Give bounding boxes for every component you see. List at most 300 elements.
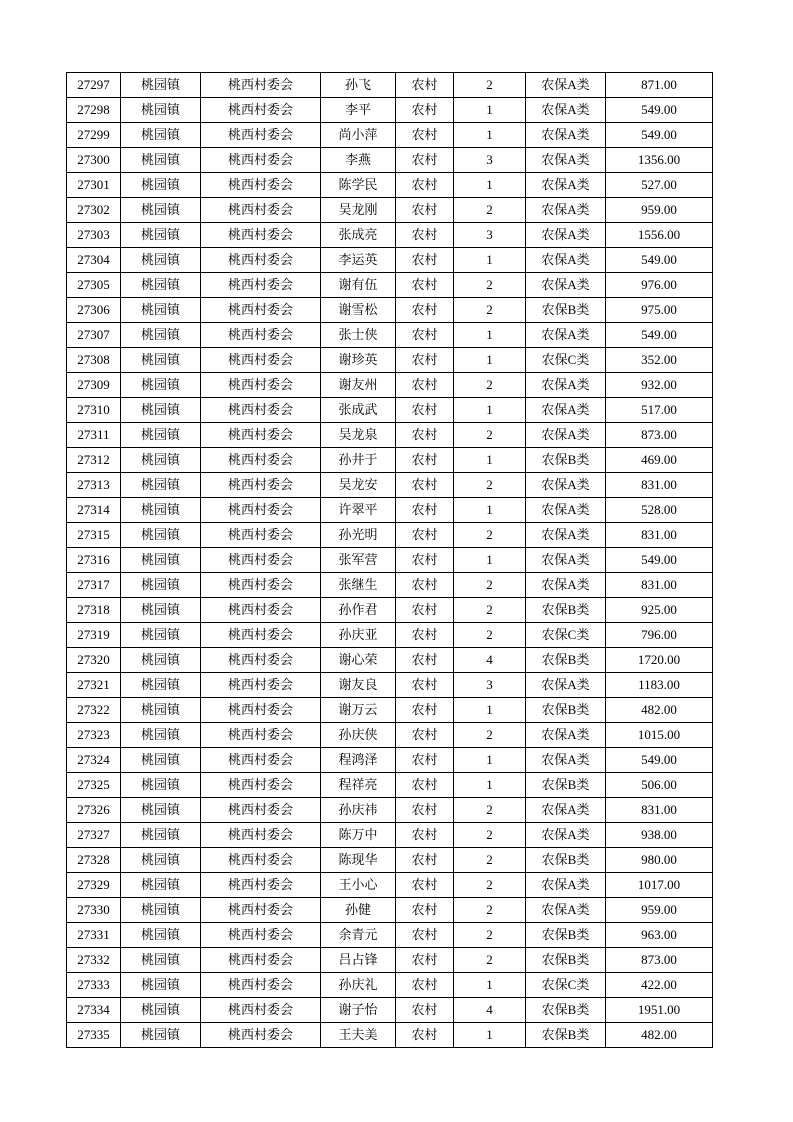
cell-village-committee: 桃西村委会 [201,848,321,873]
cell-town: 桃园镇 [121,398,201,423]
cell-village-committee: 桃西村委会 [201,98,321,123]
cell-person-name: 李运英 [321,248,396,273]
cell-amount: 517.00 [606,398,713,423]
cell-record-id: 27321 [67,673,121,698]
cell-amount: 469.00 [606,448,713,473]
cell-insurance-category: 农保B类 [526,848,606,873]
cell-record-id: 27330 [67,898,121,923]
benefits-table [66,72,713,1048]
cell-insurance-category: 农保B类 [526,1023,606,1048]
table-row [67,748,713,773]
cell-record-id: 27327 [67,823,121,848]
cell-village-committee: 桃西村委会 [201,323,321,348]
cell-person-name: 张成亮 [321,223,396,248]
cell-person-count: 4 [454,648,526,673]
cell-person-count: 2 [454,873,526,898]
cell-insurance-category: 农保A类 [526,473,606,498]
cell-village-committee: 桃西村委会 [201,148,321,173]
cell-amount: 959.00 [606,198,713,223]
cell-insurance-category: 农保A类 [526,498,606,523]
cell-household-type: 农村 [396,298,454,323]
cell-amount: 1356.00 [606,148,713,173]
cell-insurance-category: 农保C类 [526,348,606,373]
cell-village-committee: 桃西村委会 [201,398,321,423]
cell-record-id: 27335 [67,1023,121,1048]
cell-town: 桃园镇 [121,673,201,698]
cell-record-id: 27326 [67,798,121,823]
cell-person-name: 孙作君 [321,598,396,623]
cell-amount: 873.00 [606,948,713,973]
cell-town: 桃园镇 [121,273,201,298]
cell-amount: 549.00 [606,123,713,148]
cell-person-count: 2 [454,573,526,598]
cell-person-name: 王夫美 [321,1023,396,1048]
cell-household-type: 农村 [396,98,454,123]
cell-person-count: 1 [454,348,526,373]
cell-village-committee: 桃西村委会 [201,623,321,648]
cell-record-id: 27303 [67,223,121,248]
cell-village-committee: 桃西村委会 [201,598,321,623]
cell-insurance-category: 农保C类 [526,623,606,648]
table-row [67,998,713,1023]
cell-record-id: 27297 [67,73,121,98]
cell-person-count: 2 [454,623,526,648]
cell-record-id: 27323 [67,723,121,748]
cell-village-committee: 桃西村委会 [201,273,321,298]
cell-record-id: 27307 [67,323,121,348]
cell-person-name: 余青元 [321,923,396,948]
cell-record-id: 27306 [67,298,121,323]
cell-village-committee: 桃西村委会 [201,373,321,398]
cell-town: 桃园镇 [121,173,201,198]
cell-household-type: 农村 [396,473,454,498]
cell-town: 桃园镇 [121,623,201,648]
cell-household-type: 农村 [396,823,454,848]
cell-town: 桃园镇 [121,73,201,98]
table-body [67,73,713,1048]
cell-person-name: 张成武 [321,398,396,423]
cell-household-type: 农村 [396,273,454,298]
cell-person-count: 1 [454,398,526,423]
cell-record-id: 27316 [67,548,121,573]
cell-insurance-category: 农保B类 [526,998,606,1023]
table-row [67,523,713,548]
cell-person-name: 孙庆亚 [321,623,396,648]
cell-town: 桃园镇 [121,473,201,498]
table-row [67,298,713,323]
table-row [67,398,713,423]
cell-person-name: 程鸿泽 [321,748,396,773]
table-row [67,948,713,973]
cell-person-count: 2 [454,473,526,498]
cell-insurance-category: 农保B类 [526,923,606,948]
cell-person-count: 2 [454,598,526,623]
table-row [67,123,713,148]
cell-record-id: 27332 [67,948,121,973]
cell-amount: 549.00 [606,323,713,348]
cell-amount: 549.00 [606,548,713,573]
cell-insurance-category: 农保A类 [526,273,606,298]
cell-insurance-category: 农保A类 [526,98,606,123]
table-row [67,323,713,348]
cell-person-count: 2 [454,898,526,923]
cell-record-id: 27319 [67,623,121,648]
cell-person-count: 1 [454,548,526,573]
cell-village-committee: 桃西村委会 [201,198,321,223]
cell-person-count: 1 [454,123,526,148]
cell-household-type: 农村 [396,73,454,98]
cell-record-id: 27305 [67,273,121,298]
cell-amount: 976.00 [606,273,713,298]
cell-village-committee: 桃西村委会 [201,423,321,448]
cell-person-count: 2 [454,423,526,448]
cell-town: 桃园镇 [121,873,201,898]
cell-person-name: 程祥亮 [321,773,396,798]
cell-amount: 1015.00 [606,723,713,748]
cell-person-name: 孙健 [321,898,396,923]
cell-person-count: 1 [454,698,526,723]
cell-village-committee: 桃西村委会 [201,948,321,973]
cell-person-name: 谢珍英 [321,348,396,373]
cell-town: 桃园镇 [121,498,201,523]
table-row [67,448,713,473]
cell-amount: 980.00 [606,848,713,873]
table-row [67,98,713,123]
cell-town: 桃园镇 [121,148,201,173]
cell-household-type: 农村 [396,423,454,448]
table-row [67,423,713,448]
cell-record-id: 27299 [67,123,121,148]
cell-insurance-category: 农保A类 [526,748,606,773]
cell-household-type: 农村 [396,448,454,473]
cell-village-committee: 桃西村委会 [201,723,321,748]
cell-household-type: 农村 [396,873,454,898]
cell-person-count: 2 [454,723,526,748]
cell-record-id: 27333 [67,973,121,998]
cell-record-id: 27317 [67,573,121,598]
cell-record-id: 27308 [67,348,121,373]
cell-person-name: 孙庆祎 [321,798,396,823]
cell-person-name: 吴龙安 [321,473,396,498]
cell-person-count: 2 [454,798,526,823]
cell-amount: 959.00 [606,898,713,923]
cell-amount: 1951.00 [606,998,713,1023]
cell-household-type: 农村 [396,748,454,773]
cell-person-name: 谢友州 [321,373,396,398]
cell-village-committee: 桃西村委会 [201,973,321,998]
cell-amount: 1556.00 [606,223,713,248]
cell-town: 桃园镇 [121,773,201,798]
cell-village-committee: 桃西村委会 [201,923,321,948]
cell-record-id: 27325 [67,773,121,798]
table-row [67,823,713,848]
cell-person-count: 2 [454,298,526,323]
cell-person-name: 谢心荣 [321,648,396,673]
cell-town: 桃园镇 [121,798,201,823]
cell-insurance-category: 农保A类 [526,198,606,223]
cell-town: 桃园镇 [121,98,201,123]
cell-record-id: 27334 [67,998,121,1023]
cell-household-type: 农村 [396,498,454,523]
table-row [67,248,713,273]
cell-person-count: 2 [454,823,526,848]
cell-person-count: 1 [454,748,526,773]
table-row [67,598,713,623]
table-row [67,498,713,523]
cell-record-id: 27331 [67,923,121,948]
table-row [67,723,713,748]
cell-town: 桃园镇 [121,948,201,973]
cell-person-name: 孙井于 [321,448,396,473]
cell-household-type: 农村 [396,223,454,248]
cell-household-type: 农村 [396,398,454,423]
cell-household-type: 农村 [396,123,454,148]
cell-person-name: 谢雪松 [321,298,396,323]
cell-village-committee: 桃西村委会 [201,573,321,598]
cell-village-committee: 桃西村委会 [201,873,321,898]
cell-town: 桃园镇 [121,448,201,473]
cell-person-name: 孙庆礼 [321,973,396,998]
cell-insurance-category: 农保A类 [526,373,606,398]
cell-household-type: 农村 [396,673,454,698]
cell-person-name: 李平 [321,98,396,123]
cell-insurance-category: 农保A类 [526,398,606,423]
cell-record-id: 27301 [67,173,121,198]
cell-person-count: 1 [454,973,526,998]
table-row [67,848,713,873]
cell-insurance-category: 农保A类 [526,823,606,848]
cell-amount: 831.00 [606,573,713,598]
cell-person-name: 孙庆侠 [321,723,396,748]
cell-village-committee: 桃西村委会 [201,773,321,798]
cell-insurance-category: 农保A类 [526,148,606,173]
cell-person-name: 张继生 [321,573,396,598]
table-row [67,673,713,698]
cell-person-count: 2 [454,73,526,98]
cell-record-id: 27304 [67,248,121,273]
cell-person-name: 陈现华 [321,848,396,873]
cell-person-count: 2 [454,198,526,223]
cell-town: 桃园镇 [121,998,201,1023]
cell-amount: 1720.00 [606,648,713,673]
cell-insurance-category: 农保A类 [526,423,606,448]
cell-person-count: 1 [454,323,526,348]
cell-insurance-category: 农保A类 [526,523,606,548]
cell-household-type: 农村 [396,173,454,198]
cell-town: 桃园镇 [121,973,201,998]
table-row [67,198,713,223]
cell-person-count: 2 [454,923,526,948]
cell-village-committee: 桃西村委会 [201,348,321,373]
cell-insurance-category: 农保A类 [526,673,606,698]
cell-household-type: 农村 [396,523,454,548]
cell-town: 桃园镇 [121,348,201,373]
cell-insurance-category: 农保B类 [526,773,606,798]
cell-household-type: 农村 [396,898,454,923]
cell-insurance-category: 农保B类 [526,298,606,323]
cell-person-name: 许翠平 [321,498,396,523]
cell-household-type: 农村 [396,948,454,973]
cell-household-type: 农村 [396,598,454,623]
cell-person-count: 1 [454,173,526,198]
cell-household-type: 农村 [396,623,454,648]
cell-person-count: 3 [454,223,526,248]
cell-village-committee: 桃西村委会 [201,673,321,698]
cell-amount: 796.00 [606,623,713,648]
cell-amount: 549.00 [606,748,713,773]
cell-person-count: 3 [454,148,526,173]
cell-record-id: 27314 [67,498,121,523]
cell-amount: 831.00 [606,798,713,823]
cell-town: 桃园镇 [121,698,201,723]
cell-household-type: 农村 [396,798,454,823]
cell-village-committee: 桃西村委会 [201,898,321,923]
cell-village-committee: 桃西村委会 [201,1023,321,1048]
cell-town: 桃园镇 [121,748,201,773]
cell-insurance-category: 农保A类 [526,223,606,248]
cell-household-type: 农村 [396,548,454,573]
cell-household-type: 农村 [396,148,454,173]
cell-household-type: 农村 [396,248,454,273]
cell-household-type: 农村 [396,698,454,723]
cell-village-committee: 桃西村委会 [201,798,321,823]
cell-town: 桃园镇 [121,123,201,148]
cell-household-type: 农村 [396,348,454,373]
table-row [67,873,713,898]
cell-town: 桃园镇 [121,1023,201,1048]
table-row [67,798,713,823]
cell-amount: 549.00 [606,98,713,123]
cell-village-committee: 桃西村委会 [201,548,321,573]
cell-person-count: 2 [454,523,526,548]
cell-person-count: 2 [454,848,526,873]
cell-town: 桃园镇 [121,198,201,223]
cell-record-id: 27324 [67,748,121,773]
cell-household-type: 农村 [396,723,454,748]
cell-village-committee: 桃西村委会 [201,498,321,523]
cell-household-type: 农村 [396,573,454,598]
cell-person-count: 3 [454,673,526,698]
cell-person-name: 王小心 [321,873,396,898]
cell-amount: 871.00 [606,73,713,98]
cell-person-name: 吴龙刚 [321,198,396,223]
cell-village-committee: 桃西村委会 [201,523,321,548]
cell-town: 桃园镇 [121,723,201,748]
cell-person-name: 陈万中 [321,823,396,848]
cell-insurance-category: 农保B类 [526,598,606,623]
cell-person-count: 2 [454,373,526,398]
cell-record-id: 27320 [67,648,121,673]
cell-village-committee: 桃西村委会 [201,698,321,723]
cell-amount: 873.00 [606,423,713,448]
cell-record-id: 27310 [67,398,121,423]
cell-amount: 528.00 [606,498,713,523]
table-row [67,348,713,373]
cell-village-committee: 桃西村委会 [201,173,321,198]
cell-insurance-category: 农保B类 [526,948,606,973]
cell-insurance-category: 农保A类 [526,323,606,348]
cell-person-name: 吕占锋 [321,948,396,973]
cell-person-name: 谢子怡 [321,998,396,1023]
cell-village-committee: 桃西村委会 [201,248,321,273]
cell-person-count: 2 [454,948,526,973]
cell-insurance-category: 农保A类 [526,723,606,748]
cell-person-name: 谢万云 [321,698,396,723]
cell-insurance-category: 农保A类 [526,123,606,148]
table-row [67,148,713,173]
cell-insurance-category: 农保B类 [526,648,606,673]
cell-town: 桃园镇 [121,323,201,348]
cell-amount: 963.00 [606,923,713,948]
cell-town: 桃园镇 [121,573,201,598]
cell-village-committee: 桃西村委会 [201,123,321,148]
cell-amount: 422.00 [606,973,713,998]
cell-amount: 527.00 [606,173,713,198]
cell-household-type: 农村 [396,848,454,873]
cell-town: 桃园镇 [121,298,201,323]
cell-town: 桃园镇 [121,248,201,273]
cell-household-type: 农村 [396,1023,454,1048]
cell-person-name: 李燕 [321,148,396,173]
table-row [67,698,713,723]
cell-amount: 506.00 [606,773,713,798]
cell-amount: 932.00 [606,373,713,398]
table-row [67,73,713,98]
cell-amount: 1183.00 [606,673,713,698]
cell-town: 桃园镇 [121,423,201,448]
cell-household-type: 农村 [396,373,454,398]
cell-person-count: 1 [454,98,526,123]
cell-village-committee: 桃西村委会 [201,823,321,848]
cell-insurance-category: 农保A类 [526,73,606,98]
table-row [67,923,713,948]
cell-person-name: 谢有伍 [321,273,396,298]
cell-person-count: 1 [454,248,526,273]
cell-insurance-category: 农保A类 [526,898,606,923]
cell-record-id: 27322 [67,698,121,723]
cell-amount: 925.00 [606,598,713,623]
cell-town: 桃园镇 [121,598,201,623]
cell-amount: 482.00 [606,698,713,723]
cell-town: 桃园镇 [121,898,201,923]
cell-amount: 831.00 [606,473,713,498]
cell-person-name: 孙飞 [321,73,396,98]
cell-amount: 352.00 [606,348,713,373]
table-row [67,223,713,248]
table-row [67,648,713,673]
cell-record-id: 27318 [67,598,121,623]
cell-insurance-category: 农保A类 [526,248,606,273]
cell-insurance-category: 农保A类 [526,873,606,898]
cell-person-name: 陈学民 [321,173,396,198]
cell-village-committee: 桃西村委会 [201,298,321,323]
cell-record-id: 27328 [67,848,121,873]
cell-person-name: 尚小萍 [321,123,396,148]
cell-person-count: 1 [454,448,526,473]
cell-village-committee: 桃西村委会 [201,748,321,773]
cell-person-name: 张军营 [321,548,396,573]
cell-household-type: 农村 [396,323,454,348]
cell-person-count: 1 [454,1023,526,1048]
cell-record-id: 27300 [67,148,121,173]
cell-village-committee: 桃西村委会 [201,473,321,498]
cell-town: 桃园镇 [121,373,201,398]
cell-amount: 482.00 [606,1023,713,1048]
table-row [67,573,713,598]
cell-insurance-category: 农保C类 [526,973,606,998]
cell-record-id: 27312 [67,448,121,473]
cell-record-id: 27329 [67,873,121,898]
